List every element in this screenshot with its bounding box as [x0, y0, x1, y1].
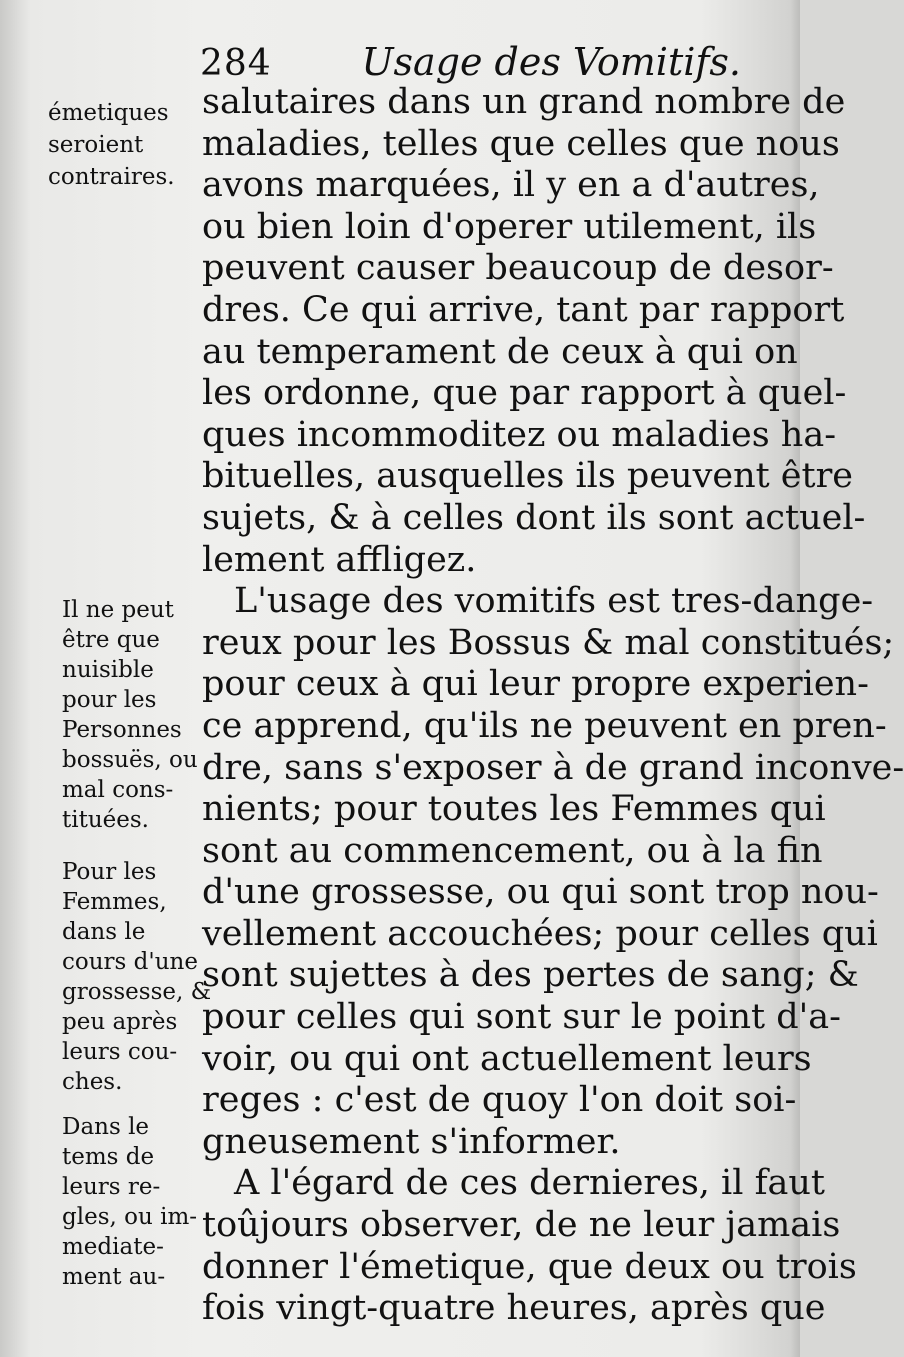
- running-title: Usage des Vomitifs.: [361, 40, 742, 84]
- margin-note-line: ment au-: [62, 1264, 166, 1290]
- text-line: dre, sans s'exposer à de grand inconve-: [202, 747, 904, 788]
- margin-note: [48, 98, 198, 194]
- text-line: toûjours observer, de ne leur jamais: [202, 1205, 841, 1246]
- text-line: d'une grossesse, ou qui sont trop nou-: [202, 872, 879, 913]
- text-line: pour celles qui sont sur le point d'a-: [202, 997, 841, 1038]
- margin-note-line: Pour les: [62, 859, 157, 885]
- text-line: ou bien loin d'operer utilement, ils: [202, 206, 817, 247]
- margin-note-line: nuisible: [62, 657, 154, 683]
- body-text: [202, 82, 904, 1330]
- margin-note-line: Il ne peut: [62, 597, 174, 623]
- text-line: sont sujettes à des pertes de sang; &: [202, 955, 859, 996]
- margin-note-line: cours d'une: [62, 949, 198, 975]
- text-line: les ordonne, que par rapport à quel-: [202, 373, 847, 414]
- margin-note-line: contraires.: [48, 164, 175, 190]
- margin-note-line: tituées.: [62, 807, 149, 833]
- margin-note: [62, 1112, 212, 1292]
- text-line: L'usage des vomitifs est tres-dange-: [234, 581, 874, 622]
- text-line: vellement accouchées; pour celles qui: [202, 913, 878, 954]
- margin-note-line: mal cons-: [62, 777, 174, 803]
- text-line: A l'égard de ces dernieres, il faut: [234, 1163, 826, 1204]
- text-line: reges : c'est de quoy l'on doit soi-: [202, 1080, 797, 1121]
- text-line: nients; pour toutes les Femmes qui: [202, 789, 826, 830]
- text-line: avons marquées, il y en a d'autres,: [202, 165, 820, 206]
- text-line: maladies, telles que celles que nous: [202, 123, 840, 164]
- margin-note-line: être que: [62, 627, 160, 653]
- margin-note-line: ches.: [62, 1069, 123, 1095]
- margin-note-line: Personnes: [62, 717, 182, 743]
- text-line: fois vingt-quatre heures, après que: [202, 1288, 826, 1329]
- text-line: dres. Ce qui arrive, tant par rapport: [202, 289, 845, 330]
- margin-note-line: bossuës, ou: [62, 747, 198, 773]
- margin-note-line: grossesse, &: [62, 979, 212, 1005]
- margin-note-line: pour les: [62, 687, 157, 713]
- text-line: reux pour les Bossus & mal constitués;: [202, 622, 895, 663]
- text-line: peuvent causer beaucoup de desor-: [202, 248, 834, 289]
- text-line: lement affligez.: [202, 539, 477, 580]
- text-line: pour ceux à qui leur propre experien-: [202, 664, 869, 705]
- margin-note-line: Femmes,: [62, 889, 167, 915]
- text-line: ques incommoditez ou maladies ha-: [202, 414, 837, 455]
- margin-note: [62, 595, 212, 835]
- margin-note: [62, 857, 212, 1097]
- text-line: salutaires dans un grand nombre de: [202, 82, 846, 122]
- text-line: au temperament de ceux à qui on: [202, 331, 798, 372]
- margin-note-line: dans le: [62, 919, 146, 945]
- margin-note-line: gles, ou im-: [62, 1204, 198, 1230]
- text-line: bituelles, ausquelles ils peuvent être: [202, 456, 854, 497]
- margin-note-line: Dans le: [62, 1114, 150, 1140]
- margin-note-line: peu après: [62, 1009, 178, 1035]
- text-line: sont au commencement, ou à la fin: [202, 830, 823, 871]
- margin-note-line: tems de: [62, 1144, 155, 1170]
- text-line: donner l'émetique, que deux ou trois: [202, 1246, 857, 1287]
- margin-note-line: leurs cou-: [62, 1039, 178, 1065]
- text-line: gneusement s'informer.: [202, 1121, 621, 1162]
- margin-note-line: leurs re-: [62, 1174, 161, 1200]
- text-line: sujets, & à celles dont ils sont actuel-: [202, 497, 866, 538]
- margin-note-line: émetiques: [48, 100, 169, 126]
- page-number: 284: [200, 43, 272, 84]
- text-line: voir, ou qui ont actuellement leurs: [202, 1038, 812, 1079]
- margin-note-line: seroient: [48, 132, 144, 158]
- margin-note-line: mediate-: [62, 1234, 164, 1260]
- text-line: ce apprend, qu'ils ne peuvent en pren-: [202, 705, 887, 746]
